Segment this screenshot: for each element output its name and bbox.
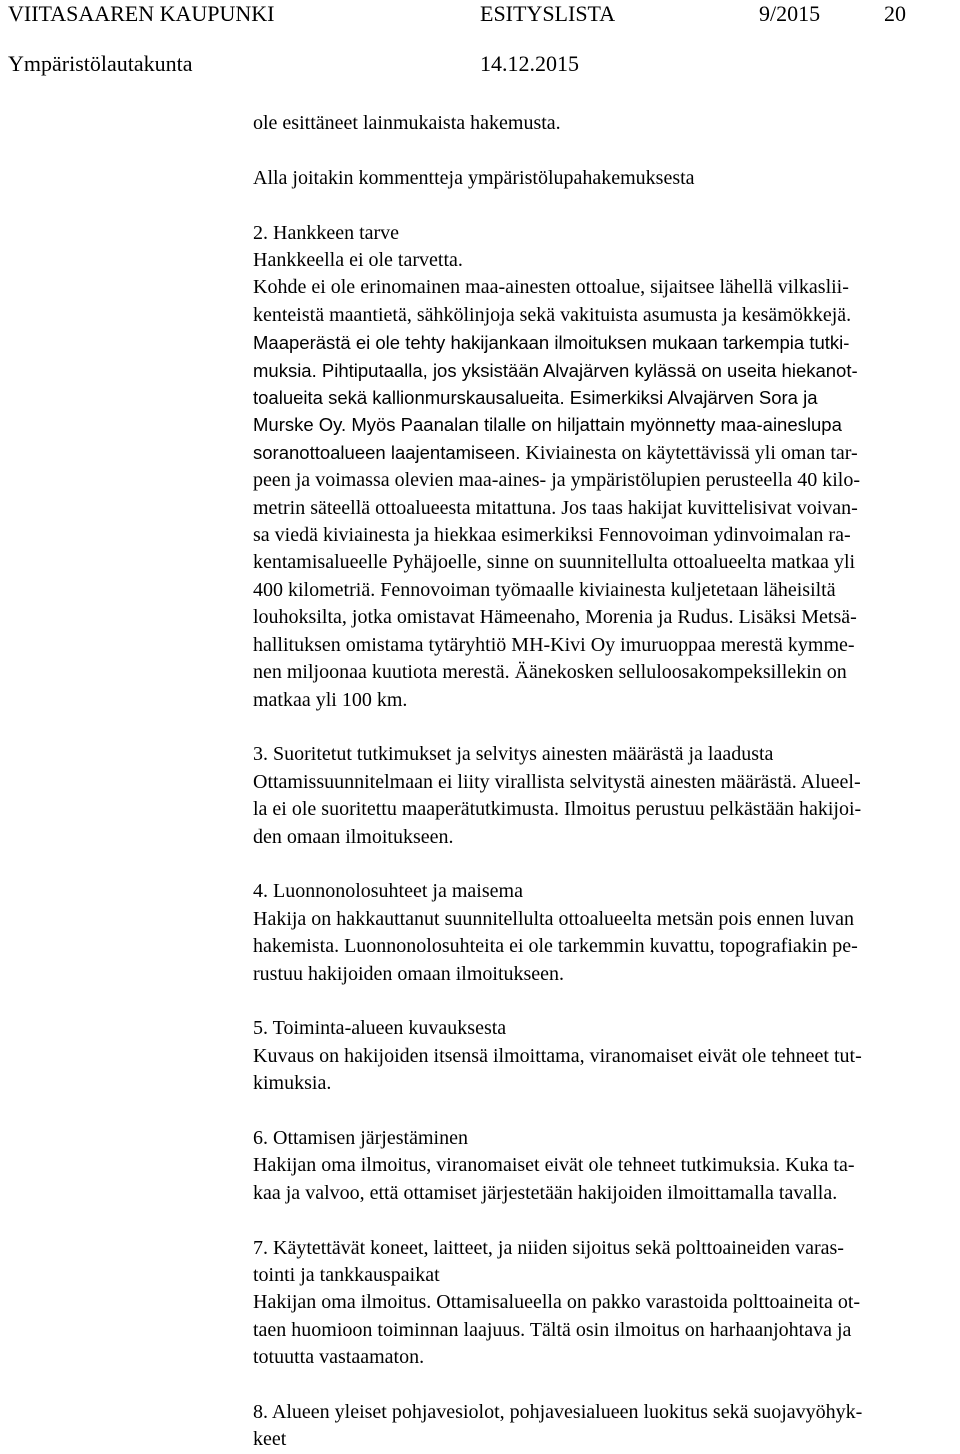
section-heading: 7. Käytettävät koneet, laitteet, ja niiden sijoitus sekä polttoaineiden varas-: [253, 1236, 844, 1259]
document-type: ESITYSLISTA: [480, 1, 616, 26]
committee-name: Ympäristölautakunta: [8, 51, 193, 76]
paragraph-line: kimuksia.: [253, 1072, 332, 1095]
section-heading: 8. Alueen yleiset pohjavesiolot, pohjavesialueen luokitus sekä suojavyöhyk-: [253, 1400, 863, 1423]
paragraph-line: Kohde ei ole erinomainen maa-ainesten ottoalue, sijaitsee lähellä vilkaslii-: [253, 276, 849, 299]
paragraph-line: [253, 439, 953, 467]
paragraph-line: nen miljoonaa kuutiota merestä. Äänekosken selluloosakompeksillekin on: [253, 661, 847, 684]
paragraph-line: metrin säteellä ottoalueesta mitattuna. Jos taas hakijat kuvittelisivat voivan-: [253, 496, 858, 519]
section-heading: 5. Toiminta-alueen kuvauksesta: [253, 1017, 507, 1040]
section-heading: 3. Suoritetut tutkimukset ja selvitys ainesten määrästä ja laadusta: [253, 743, 774, 766]
section-heading: keet: [253, 1428, 287, 1451]
paragraph-line: Ottamissuunnitelmaan ei liity virallista selvitystä ainesten määrästä. Alueel-: [253, 770, 861, 793]
paragraph-line: Murske Oy. Myös Paanalan tilalle on hiljattain myönnetty maa-aineslupa: [253, 414, 842, 436]
section-heading: 4. Luonnonolosuhteet ja maisema: [253, 880, 523, 903]
paragraph-line: kaa ja valvoo, että ottamiset järjestetään hakijoiden ilmoittamalla tavalla.: [253, 1181, 838, 1204]
paragraph-line: hallituksen omistama tytäryhtiö MH-Kivi Oy imuruoppaa merestä kymme-: [253, 633, 855, 656]
organization-name: VIITASAAREN KAUPUNKI: [8, 1, 275, 26]
paragraph-line: Hakija on hakkauttanut suunnitellulta ottoalueelta metsän pois ennen luvan: [253, 907, 854, 930]
paragraph-segment: Kiviainesta on käytettävissä yli oman tar-: [520, 441, 858, 464]
paragraph-line: sa viedä kiviainesta ja hiekkaa esimerkiksi Fennovoiman ydinvoimalan ra-: [253, 524, 851, 547]
paragraph-line: muksia. Pihtiputaalla, jos yksistään Alvajärven kylässä on useita hiekanot-: [253, 359, 858, 381]
paragraph-line: Hakijan oma ilmoitus, viranomaiset eivät ole tehneet tutkimuksia. Kuka ta-: [253, 1154, 855, 1177]
paragraph-line: kenteistä maantietä, sähkölinjoja sekä vakituista asumusta ja kesämökkejä.: [253, 303, 852, 326]
document-body: [253, 110, 953, 1454]
paragraph-line: rustuu hakijoiden omaan ilmoitukseen.: [253, 962, 565, 985]
paragraph-segment: soranottoalueen laajentamiseen.: [253, 441, 521, 463]
paragraph-line: la ei ole suoritettu maaperätutkimusta. Ilmoitus perustuu pelkästään hakijoi-: [253, 798, 862, 821]
paragraph-line: taen huomioon toiminnan laajuus. Tältä osin ilmoitus on harhaanjohtava ja: [253, 1318, 852, 1341]
paragraph-line: Maaperästä ei ole tehty hakijankaan ilmoituksen mukaan tarkempia tutki-: [253, 332, 850, 354]
paragraph-line: hakemista. Luonnonolosuhteita ei ole tarkemmin kuvattu, topografiakin pe-: [253, 935, 858, 958]
paragraph-line: Kuvaus on hakijoiden itsensä ilmoittama, viranomaiset eivät ole tehneet tut-: [253, 1044, 862, 1067]
section-heading: 2. Hankkeen tarve: [253, 221, 400, 244]
section-heading: 6. Ottamisen järjestäminen: [253, 1126, 468, 1149]
paragraph-line: kentamisalueelle Pyhäjoelle, sinne on suunnitellulta ottoalueelta matkaa yli: [253, 551, 856, 574]
document-number: 9/2015: [759, 1, 821, 26]
paragraph-line: toalueita sekä kallionmurskausalueita. Esimerkiksi Alvajärven Sora ja: [253, 387, 818, 409]
paragraph-line: louhoksilta, jotka omistavat Hämeenaho, Morenia ja Rudus. Lisäksi Metsä-: [253, 606, 857, 629]
document-header: [0, 0, 960, 80]
paragraph-line: 400 kilometriä. Fennovoiman työmaalle kiviainesta kuljetetaan läheisiltä: [253, 578, 836, 601]
paragraph-line: den omaan ilmoitukseen.: [253, 825, 454, 848]
paragraph-line: Hakijan oma ilmoitus. Ottamisalueella on pakko varastoida polttoaineita ot-: [253, 1291, 861, 1314]
paragraph-line: Hankkeella ei ole tarvetta.: [253, 249, 463, 271]
meeting-date: 14.12.2015: [480, 51, 579, 76]
paragraph-line: ole esittäneet lainmukaista hakemusta.: [253, 112, 561, 134]
page-number: 20: [884, 1, 906, 26]
paragraph-line: totuutta vastaamaton.: [253, 1346, 425, 1369]
paragraph-line: peen ja voimassa olevien maa-aines- ja ympäristölupien perusteella 40 kilo-: [253, 469, 861, 492]
paragraph-line: Alla joitakin kommentteja ympäristölupahakemuksesta: [253, 166, 695, 189]
section-heading: tointi ja tankkauspaikat: [253, 1263, 440, 1286]
paragraph-line: matkaa yli 100 km.: [253, 688, 408, 711]
